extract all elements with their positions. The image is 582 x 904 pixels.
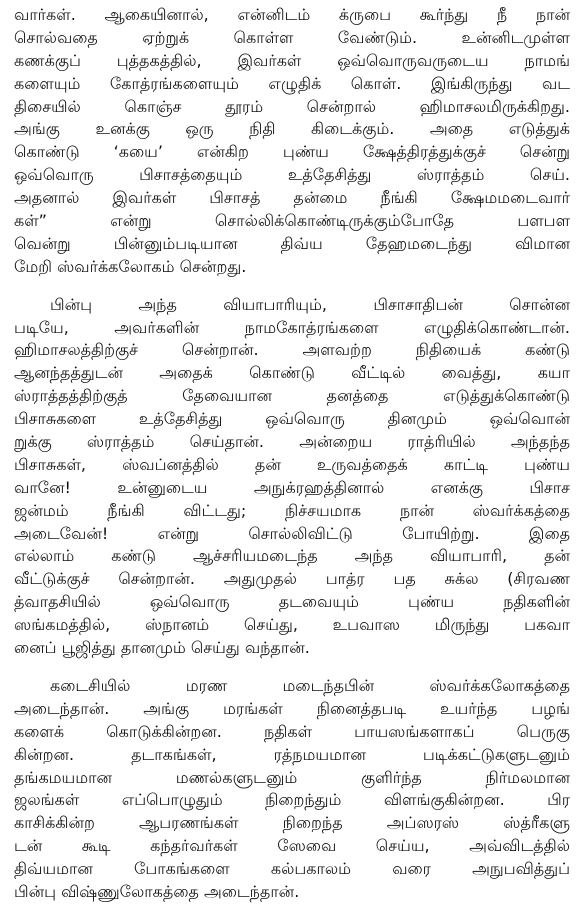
text-line: திவ்யமான போகங்களை கல்பகாலம் வரை அநுபவித்துப் xyxy=(14,859,570,879)
text-line: வென்று பின்னும்படியான திவ்ய தேஹமடைந்து விமான xyxy=(14,233,570,253)
text-line: டன் கூடி கந்தர்வர்கள் ஸேவை செய்ய, அவ்விடத்தில் xyxy=(14,836,570,856)
text-line: தங்கமயமான மணல்களுடனும் குளிர்ந்த நிர்மலமான xyxy=(14,767,570,787)
text-line: கின்றன. தடாகங்கள், ரத்நமயமான படிக்கட்டுகளுடனும் xyxy=(14,744,570,764)
text-line: வானே! உன்னுடைய அநுக்ரஹத்தினால் எனக்கு பிசாச xyxy=(14,477,570,497)
text-line: ஸங்கமத்தில், ஸ்நானம் செய்து, உபவாஸ மிருந்து பகவா xyxy=(14,615,570,635)
text-line: மேறி ஸ்வர்க்கலோகம் சென்றது. xyxy=(14,256,247,276)
text-line: திசையில் கொஞ்ச தூரம் சென்றால் ஹிமாசலமிருக்கிறது. xyxy=(14,96,570,116)
text-line: களையும் கோத்ரங்களையும் எழுதிக் கொள். இங்கிருந்து வட xyxy=(14,73,570,93)
text-line: கணக்குப் புத்தகத்தில், இவர்கள் ஒவ்வொருவருடைய நாமங் xyxy=(14,50,570,70)
text-line: சொல்வதை ஏற்றுக் கொள்ள வேண்டும். உன்னிடமுள்ள xyxy=(14,27,570,47)
text-line: அடைவேன்! என்று சொல்லிவிட்டு போயிற்று. இதை xyxy=(14,523,570,543)
text-line: ஒவ்வொரு பிசாசத்தையும் உத்தேசித்து ஸ்ராத்தம் செய். xyxy=(14,165,570,185)
text-line: களைக் கொடுக்கின்றன. நதிகள் பாயஸங்களாகப் பெருகு xyxy=(14,721,570,741)
text-line: ஸ்ராத்தத்திற்குத் தேவையான தனத்தை எடுத்துக்கொண்டு xyxy=(14,386,570,406)
text-line: கொண்டு ‘கயை’ என்கிற புண்ய க்ஷேத்திரத்துக்குச் சென்று xyxy=(14,142,570,162)
text-line: அடைந்தான். அங்கு மரங்கள் நினைத்தபடி உயர்ந்த பழங் xyxy=(14,698,570,718)
document-page xyxy=(14,4,570,904)
text-line: காசிக்கின்ற ஆபரணங்கள் நிறைந்த அப்ஸரஸ் ஸ்த்ரீகளு xyxy=(14,813,570,833)
text-line: எல்லாம் கண்டு ஆச்சரியமடைந்த அந்த வியாபாரி, தன் xyxy=(14,546,570,566)
text-line: அதனால் இவர்கள் பிசாசத் தன்மை நீங்கி க்ஷேமமடைவார் xyxy=(14,188,570,208)
text-line: னைப் பூஜித்து தானமும் செய்து வந்தான். xyxy=(14,638,310,658)
paragraph-1 xyxy=(14,4,570,279)
text-line: அங்கு உனக்கு ஒரு நிதி கிடைக்கும். அதை எடுத்துக் xyxy=(14,119,570,139)
text-line: கடைசியில் மரண மடைந்தபின் ஸ்வர்க்கலோகத்தை xyxy=(50,675,570,695)
paragraph-3 xyxy=(14,675,570,904)
text-line: பின்பு அந்த வியாபாரியும், பிசாசாதிபன் சொன்ன xyxy=(50,294,570,314)
text-line: ஜன்மம் நீங்கி விட்டது; நிச்சயமாக நான் ஸ்வர்க்கத்தை xyxy=(14,500,570,520)
text-line: ஆனந்தத்துடன் அதைக் கொண்டு வீட்டில் வைத்து, கயா xyxy=(14,363,570,383)
text-line: படியே, அவர்களின் நாமகோத்ரங்களை எழுதிக்கொண்டான். xyxy=(14,317,570,337)
text-line: ஹிமாசலத்திற்குச் சென்றான். அளவற்ற நிதியைக் கண்டு xyxy=(14,340,570,360)
text-line: பிசாசுகளை உத்தேசித்து ஒவ்வொரு தினமும் ஒவ்வொன் xyxy=(14,409,570,429)
text-line: கள்” என்று சொல்லிக்கொண்டிருக்கும்போதே பளபள xyxy=(14,211,570,231)
text-line: வார்கள். ஆகையினால், என்னிடம் க்ருபை கூர்ந்து நீ நான் xyxy=(14,5,570,24)
text-line: ஜலங்கள் எப்பொழுதும் நிறைந்தும் விளங்குகின்றன. பிர xyxy=(14,790,570,810)
paragraph-2 xyxy=(14,294,570,660)
text-line: பிசாசுகள், ஸ்வப்னத்தில் தன் உருவத்தைக் காட்டி புண்ய xyxy=(14,454,570,474)
text-line: வீட்டுக்குச் சென்றான். அதுமுதல் பாத்ர பத சுக்ல (சிரவண xyxy=(14,569,570,589)
text-line: த்வாதசியில் ஒவ்வொரு தடவையும் புண்ய நதிகளின் xyxy=(14,592,570,612)
text-line: பின்பு விஷ்ணுலோகத்தை அடைந்தான். xyxy=(14,881,300,901)
text-line: றுக்கு ஸ்ராத்தம் செய்தான். அன்றைய ராத்ரியில் அந்தந்த xyxy=(14,432,570,452)
